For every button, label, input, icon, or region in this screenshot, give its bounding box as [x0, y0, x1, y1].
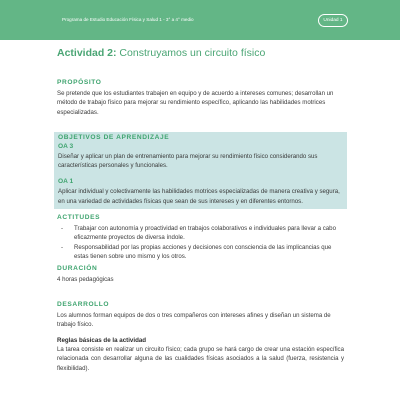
objetivos-heading: OBJETIVOS DE APRENDIZAJE	[58, 133, 170, 141]
desarrollo-text: Los alumnos forman equipos de dos o tres compañeros con intereses afines y diseñan un sistema de trabajo físico.	[57, 311, 331, 328]
bullet-dash: -	[61, 225, 64, 233]
bullet-dash: -	[61, 243, 64, 251]
duracion-hours: 4	[57, 276, 61, 284]
objetivos-box	[54, 132, 347, 209]
header-bar	[0, 0, 400, 40]
list-item	[57, 224, 344, 243]
oa-text: Aplicar individual y colectivamente las habilidades motrices especializadas de manera creativa y segura, en una variedad de actividades físicas que sean de sus intereses y en diferentes entornos.	[58, 188, 340, 205]
actitudes-list	[57, 224, 344, 261]
document-content	[57, 46, 344, 373]
program-title: Programa de Estudio Educación Física y Salud 1 - 3° a 4° medio	[62, 17, 194, 22]
activity-title-rest: Construyamos un circuito físico	[116, 47, 266, 59]
proposito-text: Se pretende que los estudiantes trabajen en equipo y de acuerdo a intereses comunes; desarrollan un método de trabajo físico para mejorar su rendimiento específico, aplicando las habilidades motrices especializadas.	[57, 90, 334, 116]
desarrollo-heading: DESARROLLO	[57, 300, 110, 308]
duracion-heading: DURACIÓN	[57, 265, 98, 273]
activity-title	[57, 46, 344, 60]
unit-badge: Unidad 1	[318, 14, 348, 27]
actitud-text: Responsabilidad por las propias acciones y decisiones con consciencia de las implicancias que estas tienen sobre uno mismo y los otros.	[74, 243, 332, 260]
activity-title-prefix: Actividad 2:	[57, 47, 117, 59]
duracion-unit: horas pedagógicas	[60, 276, 114, 284]
rules-heading: Reglas básicas de la actividad	[57, 337, 147, 345]
oa-text: Diseñar y aplicar un plan de entrenamiento para mejorar su rendimiento físico considerando sus características personales y funcionales.	[58, 152, 318, 170]
oa-code: OA 3	[58, 142, 74, 150]
duracion-text	[57, 275, 344, 284]
rules-text: La tarea consiste en realizar un circuito físico; cada grupo se hará cargo de crear una estación específica relacionada con desarrollar alguna de las cualidades físicas asociados a la salud (fuerza, resistencia y flexibilidad).	[57, 346, 344, 372]
oa-code: OA 1	[58, 178, 74, 186]
list-item	[57, 243, 344, 262]
proposito-heading: PROPÓSITO	[57, 79, 102, 86]
actitudes-heading: ACTITUDES	[57, 214, 101, 222]
actitud-text: Trabajar con autonomía y proactividad en trabajos colaborativos e individuales para llevar a cabo eficazmente proyectos de diversa índole.	[74, 225, 336, 242]
